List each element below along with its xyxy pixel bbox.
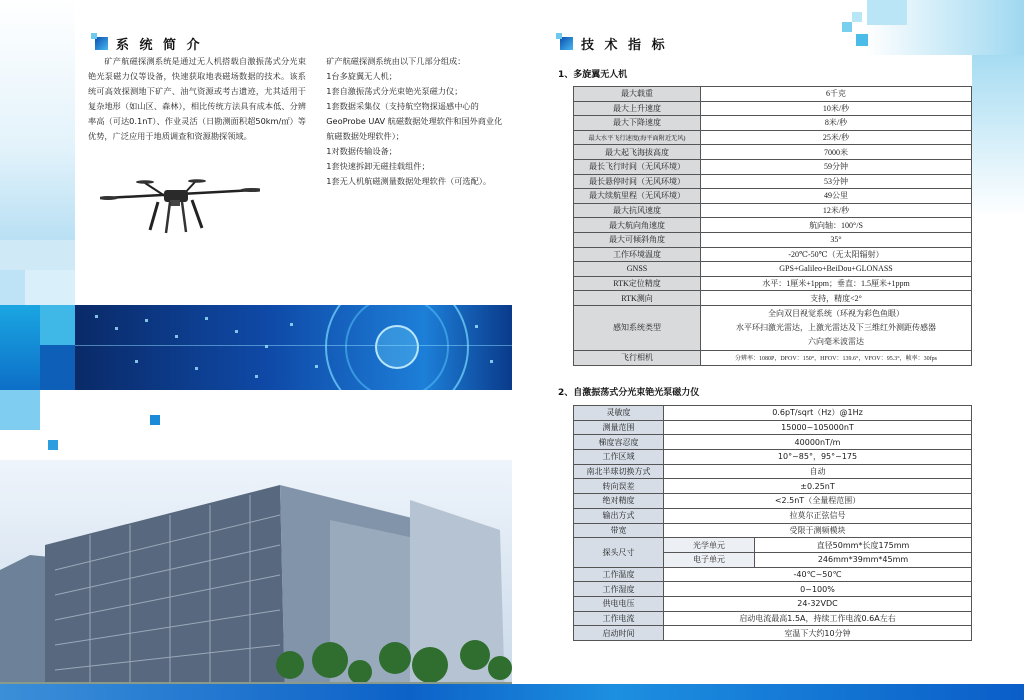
spec-value: ±0.25nT: [664, 479, 972, 494]
spec-value: 支持，精度<2°: [701, 291, 972, 306]
component-item: 1套数据采集仪（支持航空物探遥感中心的GeoProbe UAV 航磁数据处理软件和国外商业化航磁数据处理软件）；: [326, 101, 503, 141]
spec-key: 工作电流: [574, 611, 664, 626]
spec-value: GPS+Galileo+BeiDou+GLONASS: [701, 262, 972, 277]
deco-square: [852, 12, 862, 22]
spec-value: <2.5nT（全量程范围）: [664, 494, 972, 509]
table-row: [574, 611, 972, 626]
spec-key: 工作区域: [574, 450, 664, 465]
deco-square: [972, 55, 1024, 700]
table-row: [574, 435, 972, 450]
spec-value: 室温下大约10分钟: [664, 626, 972, 641]
spec-value: 24-32VDC: [664, 596, 972, 611]
spec-key: 最大续航里程（无风环境）: [574, 189, 701, 204]
vision-line: 全向双目视觉系统（环视为彩色鱼眼）: [768, 308, 904, 318]
table-row: [574, 406, 972, 421]
table-row: [574, 479, 972, 494]
deco-square: [0, 0, 75, 240]
table-row: [574, 626, 972, 641]
section-square-icon: [560, 37, 573, 50]
table-row: [574, 232, 972, 247]
spec-value: 10°~85°，95°~175: [664, 450, 972, 465]
spec-value: 59分钟: [701, 159, 972, 174]
spec-key: 最大载重: [574, 87, 701, 102]
spec-value: 0~100%: [664, 582, 972, 597]
vision-line: 水平环扫激光雷达，上激光雷达及下三维红外测距传感器: [736, 322, 936, 332]
spec-key: 工作温度: [574, 567, 664, 582]
spec-value: 启动电流最高1.5A，持续工作电流0.6A左右: [664, 611, 972, 626]
bottom-color-strip: [0, 684, 1024, 700]
spec-value: 8米/秒: [701, 116, 972, 131]
spec-key: RTK定位精度: [574, 276, 701, 291]
table-row: [574, 596, 972, 611]
table-row: [574, 87, 972, 102]
spec-value: 40000nT/m: [664, 435, 972, 450]
spec-key: 最大抗风速度: [574, 203, 701, 218]
spec-value: 246mm*39mm*45mm: [755, 552, 972, 567]
spec-key: 灵敏度: [574, 406, 664, 421]
building-image: [0, 460, 512, 700]
table-row: [574, 508, 972, 523]
table-row: [574, 420, 972, 435]
uav-spec-table: [573, 86, 972, 366]
deco-square: [0, 305, 40, 390]
spec-value: 35°: [701, 232, 972, 247]
right-page: [512, 0, 1024, 700]
table-row: [574, 262, 972, 277]
building-photo: [0, 460, 512, 700]
component-item: 1套快速拆卸无磁挂载组件；: [326, 161, 430, 171]
spec-value: -20℃-50℃（无太阳辐射）: [701, 247, 972, 262]
deco-square: [40, 345, 75, 390]
component-item: 1套自激振荡式分光束铯光泵磁力仪；: [326, 86, 463, 96]
deco-square: [150, 415, 160, 425]
table-row: [574, 464, 972, 479]
spec-key: 最长飞行时间（无风环境）: [574, 159, 701, 174]
component-item: 1套无人机航磁测量数据处理软件（可选配）。: [326, 176, 492, 186]
spec-value: -40℃~50℃: [664, 567, 972, 582]
table-row: [574, 218, 972, 233]
table-row: [574, 116, 972, 131]
table-row: [574, 247, 972, 262]
table-row: [574, 276, 972, 291]
table-row: [574, 567, 972, 582]
table-row: [574, 450, 972, 465]
spec-key: 绝对精度: [574, 494, 664, 509]
spec-key: 最长悬停时间（无风环境）: [574, 174, 701, 189]
magnetometer-spec-table: [573, 405, 972, 641]
spec-key: 最大起飞海拔高度: [574, 145, 701, 160]
spec-key: 测量范围: [574, 420, 664, 435]
table-row: [574, 159, 972, 174]
spec-key: 最大水平飞行速度(海平面附近无风): [574, 130, 701, 145]
spec-key: 最大航向角速度: [574, 218, 701, 233]
spec-key: 飞行相机: [574, 350, 701, 365]
deco-square: [0, 390, 40, 430]
spec-value: 航向轴：100°/S: [701, 218, 972, 233]
spec-key: GNSS: [574, 262, 701, 277]
spec-key: 探头尺寸: [574, 538, 664, 567]
table-row: [574, 130, 972, 145]
table-row: [574, 174, 972, 189]
table-row: [574, 189, 972, 204]
spec-value: 15000~105000nT: [664, 420, 972, 435]
spec-key: 输出方式: [574, 508, 664, 523]
spec-key: 转向误差: [574, 479, 664, 494]
spec-value: 49公里: [701, 189, 972, 204]
table-row: [574, 203, 972, 218]
spec-value: 水平：1厘米+1ppm；垂直：1.5厘米+1ppm: [701, 276, 972, 291]
table-row: [574, 145, 972, 160]
spec-value: 10米/秒: [701, 101, 972, 116]
spec-key: 工作环境温度: [574, 247, 701, 262]
table-row: [574, 291, 972, 306]
table-row: [574, 350, 972, 365]
intro-paragraph: [88, 54, 306, 144]
deco-square: [25, 270, 75, 305]
spec-value: [701, 305, 972, 350]
spec-key: 启动时间: [574, 626, 664, 641]
deco-square: [867, 0, 907, 25]
section-square-icon: [95, 37, 108, 50]
deco-square: [48, 440, 58, 450]
specs-title-text: 技 术 指 标: [581, 38, 668, 53]
spec-value: 12米/秒: [701, 203, 972, 218]
spec-subkey: 电子单元: [664, 552, 755, 567]
intro-paragraph-text: 矿产航磁探测系统是通过无人机搭载自激振荡式分光束铯光泵磁力仪等设备，快速获取地表磁场数据的技术。该系统可高效探测地下矿产、油气资源或考古遗迹，尤其适用于复杂地形（如山区、森林），相比传统方法具有成本低、分辨率高（可达0.1nT）、作业灵活（日勘测面积超50km/㎡）等优势，广泛应用于地质调查和资源勘探领域。: [88, 56, 306, 141]
spec-value: 分辨率：1080P，DFOV：150°，HFOV：139.6°，VFOV：95.3°，帧率：30fps: [701, 350, 972, 365]
intro-title-text: 系 统 简 介: [116, 38, 203, 53]
specs-section-title: [560, 34, 668, 53]
table-row: [574, 101, 972, 116]
uav-heading: 1、多旋翼无人机: [558, 70, 628, 80]
drone-image: [100, 178, 260, 238]
spec-key: 梯度容忍度: [574, 435, 664, 450]
table-row: [574, 523, 972, 538]
spec-key: 感知系统类型: [574, 305, 701, 350]
spec-value: 25米/秒: [701, 130, 972, 145]
spec-key: 最大上升速度: [574, 101, 701, 116]
spec-value: 7000米: [701, 145, 972, 160]
spec-key: 供电电压: [574, 596, 664, 611]
vision-line: 六向毫米波雷达: [808, 336, 864, 346]
spec-value: 自动: [664, 464, 972, 479]
spec-value: 0.6pT/sqrt（Hz）@1Hz: [664, 406, 972, 421]
spec-value: 6千克: [701, 87, 972, 102]
spec-key: RTK测向: [574, 291, 701, 306]
table-row: [574, 494, 972, 509]
deco-square: [856, 34, 868, 46]
intro-section-title: [95, 34, 203, 53]
spec-key: 最大可倾斜角度: [574, 232, 701, 247]
spec-value: 53分钟: [701, 174, 972, 189]
component-item: 1台多旋翼无人机；: [326, 71, 397, 81]
spec-value: 拉莫尔正弦信号: [664, 508, 972, 523]
table-row: [574, 305, 972, 350]
spec-key: 南北半球切换方式: [574, 464, 664, 479]
deco-square: [40, 305, 75, 345]
components-lead: 矿产航磁探测系统由以下几部分组成：: [326, 56, 466, 66]
components-list: [318, 54, 504, 189]
technology-banner-image: [75, 305, 512, 390]
spec-key: 带宽: [574, 523, 664, 538]
magnetometer-heading: 2、自激振荡式分光束铯光泵磁力仪: [558, 388, 700, 398]
spec-key: 工作湿度: [574, 582, 664, 597]
spec-value: 受限于测频模块: [664, 523, 972, 538]
component-item: 1对数据传输设备；: [326, 146, 397, 156]
spec-value: 直径50mm*长度175mm: [755, 538, 972, 553]
table-row: [574, 582, 972, 597]
table-row: [574, 538, 972, 553]
spec-key: 最大下降速度: [574, 116, 701, 131]
spec-subkey: 光学单元: [664, 538, 755, 553]
deco-square: [842, 22, 852, 32]
